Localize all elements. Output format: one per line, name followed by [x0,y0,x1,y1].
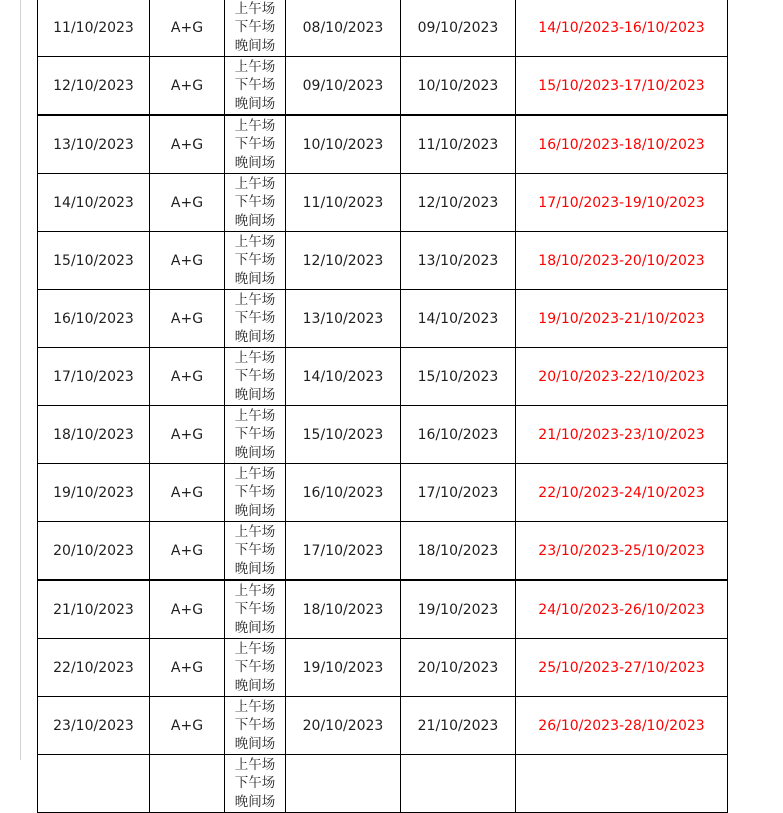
end-date-cell: 14/10/2023 [401,290,516,348]
session-cell [225,348,286,406]
session-label: 晚间场 [234,386,276,403]
grade-cell: A+G [150,464,225,522]
table-row [38,0,728,57]
session-cell [225,115,286,174]
schedule-table-body [38,0,728,813]
session-label: 下午场 [234,136,276,153]
end-date-cell: 19/10/2023 [401,580,516,639]
date-range-cell: 23/10/2023-25/10/2023 [516,522,728,581]
session-cell [225,697,286,755]
session-cell [225,580,286,639]
end-date-cell: 10/10/2023 [401,57,516,116]
schedule-table [37,0,728,813]
start-date-cell [286,755,401,813]
grade-cell: A+G [150,290,225,348]
grade-cell: A+G [150,0,225,57]
end-date-cell [401,755,516,813]
session-label: 晚间场 [234,735,276,752]
session-label: 上午场 [234,756,276,773]
session-cell [225,174,286,232]
session-label: 晚间场 [234,270,276,287]
session-label: 上午场 [234,582,276,599]
session-cell [225,232,286,290]
session-label: 晚间场 [234,619,276,636]
date-cell: 14/10/2023 [38,174,150,232]
session-label: 晚间场 [234,560,276,577]
start-date-cell: 16/10/2023 [286,464,401,522]
session-cell [225,755,286,813]
date-range-cell: 22/10/2023-24/10/2023 [516,464,728,522]
session-cell [225,290,286,348]
start-date-cell: 12/10/2023 [286,232,401,290]
session-label: 下午场 [234,252,276,269]
date-range-cell: 15/10/2023-17/10/2023 [516,57,728,116]
start-date-cell: 09/10/2023 [286,57,401,116]
end-date-cell: 11/10/2023 [401,115,516,174]
table-row [38,639,728,697]
session-label: 上午场 [234,698,276,715]
date-cell: 16/10/2023 [38,290,150,348]
date-cell [38,755,150,813]
date-range-cell: 18/10/2023-20/10/2023 [516,232,728,290]
date-cell: 21/10/2023 [38,580,150,639]
date-range-cell: 17/10/2023-19/10/2023 [516,174,728,232]
date-range-cell: 20/10/2023-22/10/2023 [516,348,728,406]
table-row [38,232,728,290]
grade-cell: A+G [150,697,225,755]
session-label: 上午场 [234,175,276,192]
date-cell: 22/10/2023 [38,639,150,697]
end-date-cell: 18/10/2023 [401,522,516,581]
start-date-cell: 11/10/2023 [286,174,401,232]
date-cell: 17/10/2023 [38,348,150,406]
session-label: 晚间场 [234,328,276,345]
table-row [38,522,728,581]
date-cell: 18/10/2023 [38,406,150,464]
session-label: 下午场 [234,659,276,676]
grade-cell [150,755,225,813]
end-date-cell: 15/10/2023 [401,348,516,406]
end-date-cell: 17/10/2023 [401,464,516,522]
date-cell: 19/10/2023 [38,464,150,522]
session-label: 下午场 [234,717,276,734]
date-cell: 13/10/2023 [38,115,150,174]
table-row [38,697,728,755]
table-row [38,174,728,232]
start-date-cell: 10/10/2023 [286,115,401,174]
end-date-cell: 09/10/2023 [401,0,516,57]
page-margin-line [20,0,21,760]
start-date-cell: 17/10/2023 [286,522,401,581]
start-date-cell: 14/10/2023 [286,348,401,406]
date-range-cell [516,755,728,813]
date-range-cell: 26/10/2023-28/10/2023 [516,697,728,755]
start-date-cell: 19/10/2023 [286,639,401,697]
session-cell [225,464,286,522]
grade-cell: A+G [150,522,225,581]
session-label: 晚间场 [234,793,276,810]
schedule-table-container [37,0,727,813]
session-label: 下午场 [234,310,276,327]
date-range-cell: 24/10/2023-26/10/2023 [516,580,728,639]
session-label: 晚间场 [234,95,276,112]
grade-cell: A+G [150,580,225,639]
session-label: 下午场 [234,601,276,618]
start-date-cell: 18/10/2023 [286,580,401,639]
session-label: 上午场 [234,291,276,308]
grade-cell: A+G [150,639,225,697]
date-cell: 12/10/2023 [38,57,150,116]
table-row [38,755,728,813]
date-cell: 15/10/2023 [38,232,150,290]
end-date-cell: 20/10/2023 [401,639,516,697]
session-label: 上午场 [234,0,276,17]
session-label: 晚间场 [234,677,276,694]
session-label: 晚间场 [234,154,276,171]
date-range-cell: 21/10/2023-23/10/2023 [516,406,728,464]
session-label: 上午场 [234,640,276,657]
session-label: 上午场 [234,117,276,134]
session-label: 上午场 [234,233,276,250]
session-label: 上午场 [234,349,276,366]
session-label: 上午场 [234,58,276,75]
session-label: 晚间场 [234,444,276,461]
session-label: 晚间场 [234,212,276,229]
session-label: 晚间场 [234,37,276,54]
session-cell [225,639,286,697]
start-date-cell: 15/10/2023 [286,406,401,464]
session-label: 下午场 [234,426,276,443]
start-date-cell: 08/10/2023 [286,0,401,57]
table-row [38,464,728,522]
table-row [38,290,728,348]
start-date-cell: 20/10/2023 [286,697,401,755]
grade-cell: A+G [150,348,225,406]
date-cell: 23/10/2023 [38,697,150,755]
session-label: 上午场 [234,465,276,482]
grade-cell: A+G [150,115,225,174]
date-cell: 20/10/2023 [38,522,150,581]
grade-cell: A+G [150,232,225,290]
date-range-cell: 19/10/2023-21/10/2023 [516,290,728,348]
session-label: 下午场 [234,775,276,792]
session-cell [225,406,286,464]
date-range-cell: 25/10/2023-27/10/2023 [516,639,728,697]
table-row [38,57,728,116]
table-row [38,348,728,406]
end-date-cell: 13/10/2023 [401,232,516,290]
session-label: 下午场 [234,194,276,211]
table-row [38,115,728,174]
table-row [38,406,728,464]
grade-cell: A+G [150,174,225,232]
end-date-cell: 16/10/2023 [401,406,516,464]
date-cell: 11/10/2023 [38,0,150,57]
start-date-cell: 13/10/2023 [286,290,401,348]
session-label: 上午场 [234,407,276,424]
table-row [38,580,728,639]
end-date-cell: 21/10/2023 [401,697,516,755]
end-date-cell: 12/10/2023 [401,174,516,232]
session-label: 上午场 [234,523,276,540]
session-cell [225,0,286,57]
date-range-cell: 16/10/2023-18/10/2023 [516,115,728,174]
session-label: 下午场 [234,484,276,501]
session-label: 下午场 [234,542,276,559]
grade-cell: A+G [150,406,225,464]
grade-cell: A+G [150,57,225,116]
session-label: 下午场 [234,19,276,36]
date-range-cell: 14/10/2023-16/10/2023 [516,0,728,57]
session-label: 晚间场 [234,502,276,519]
session-cell [225,57,286,116]
session-cell [225,522,286,581]
session-label: 下午场 [234,77,276,94]
session-label: 下午场 [234,368,276,385]
